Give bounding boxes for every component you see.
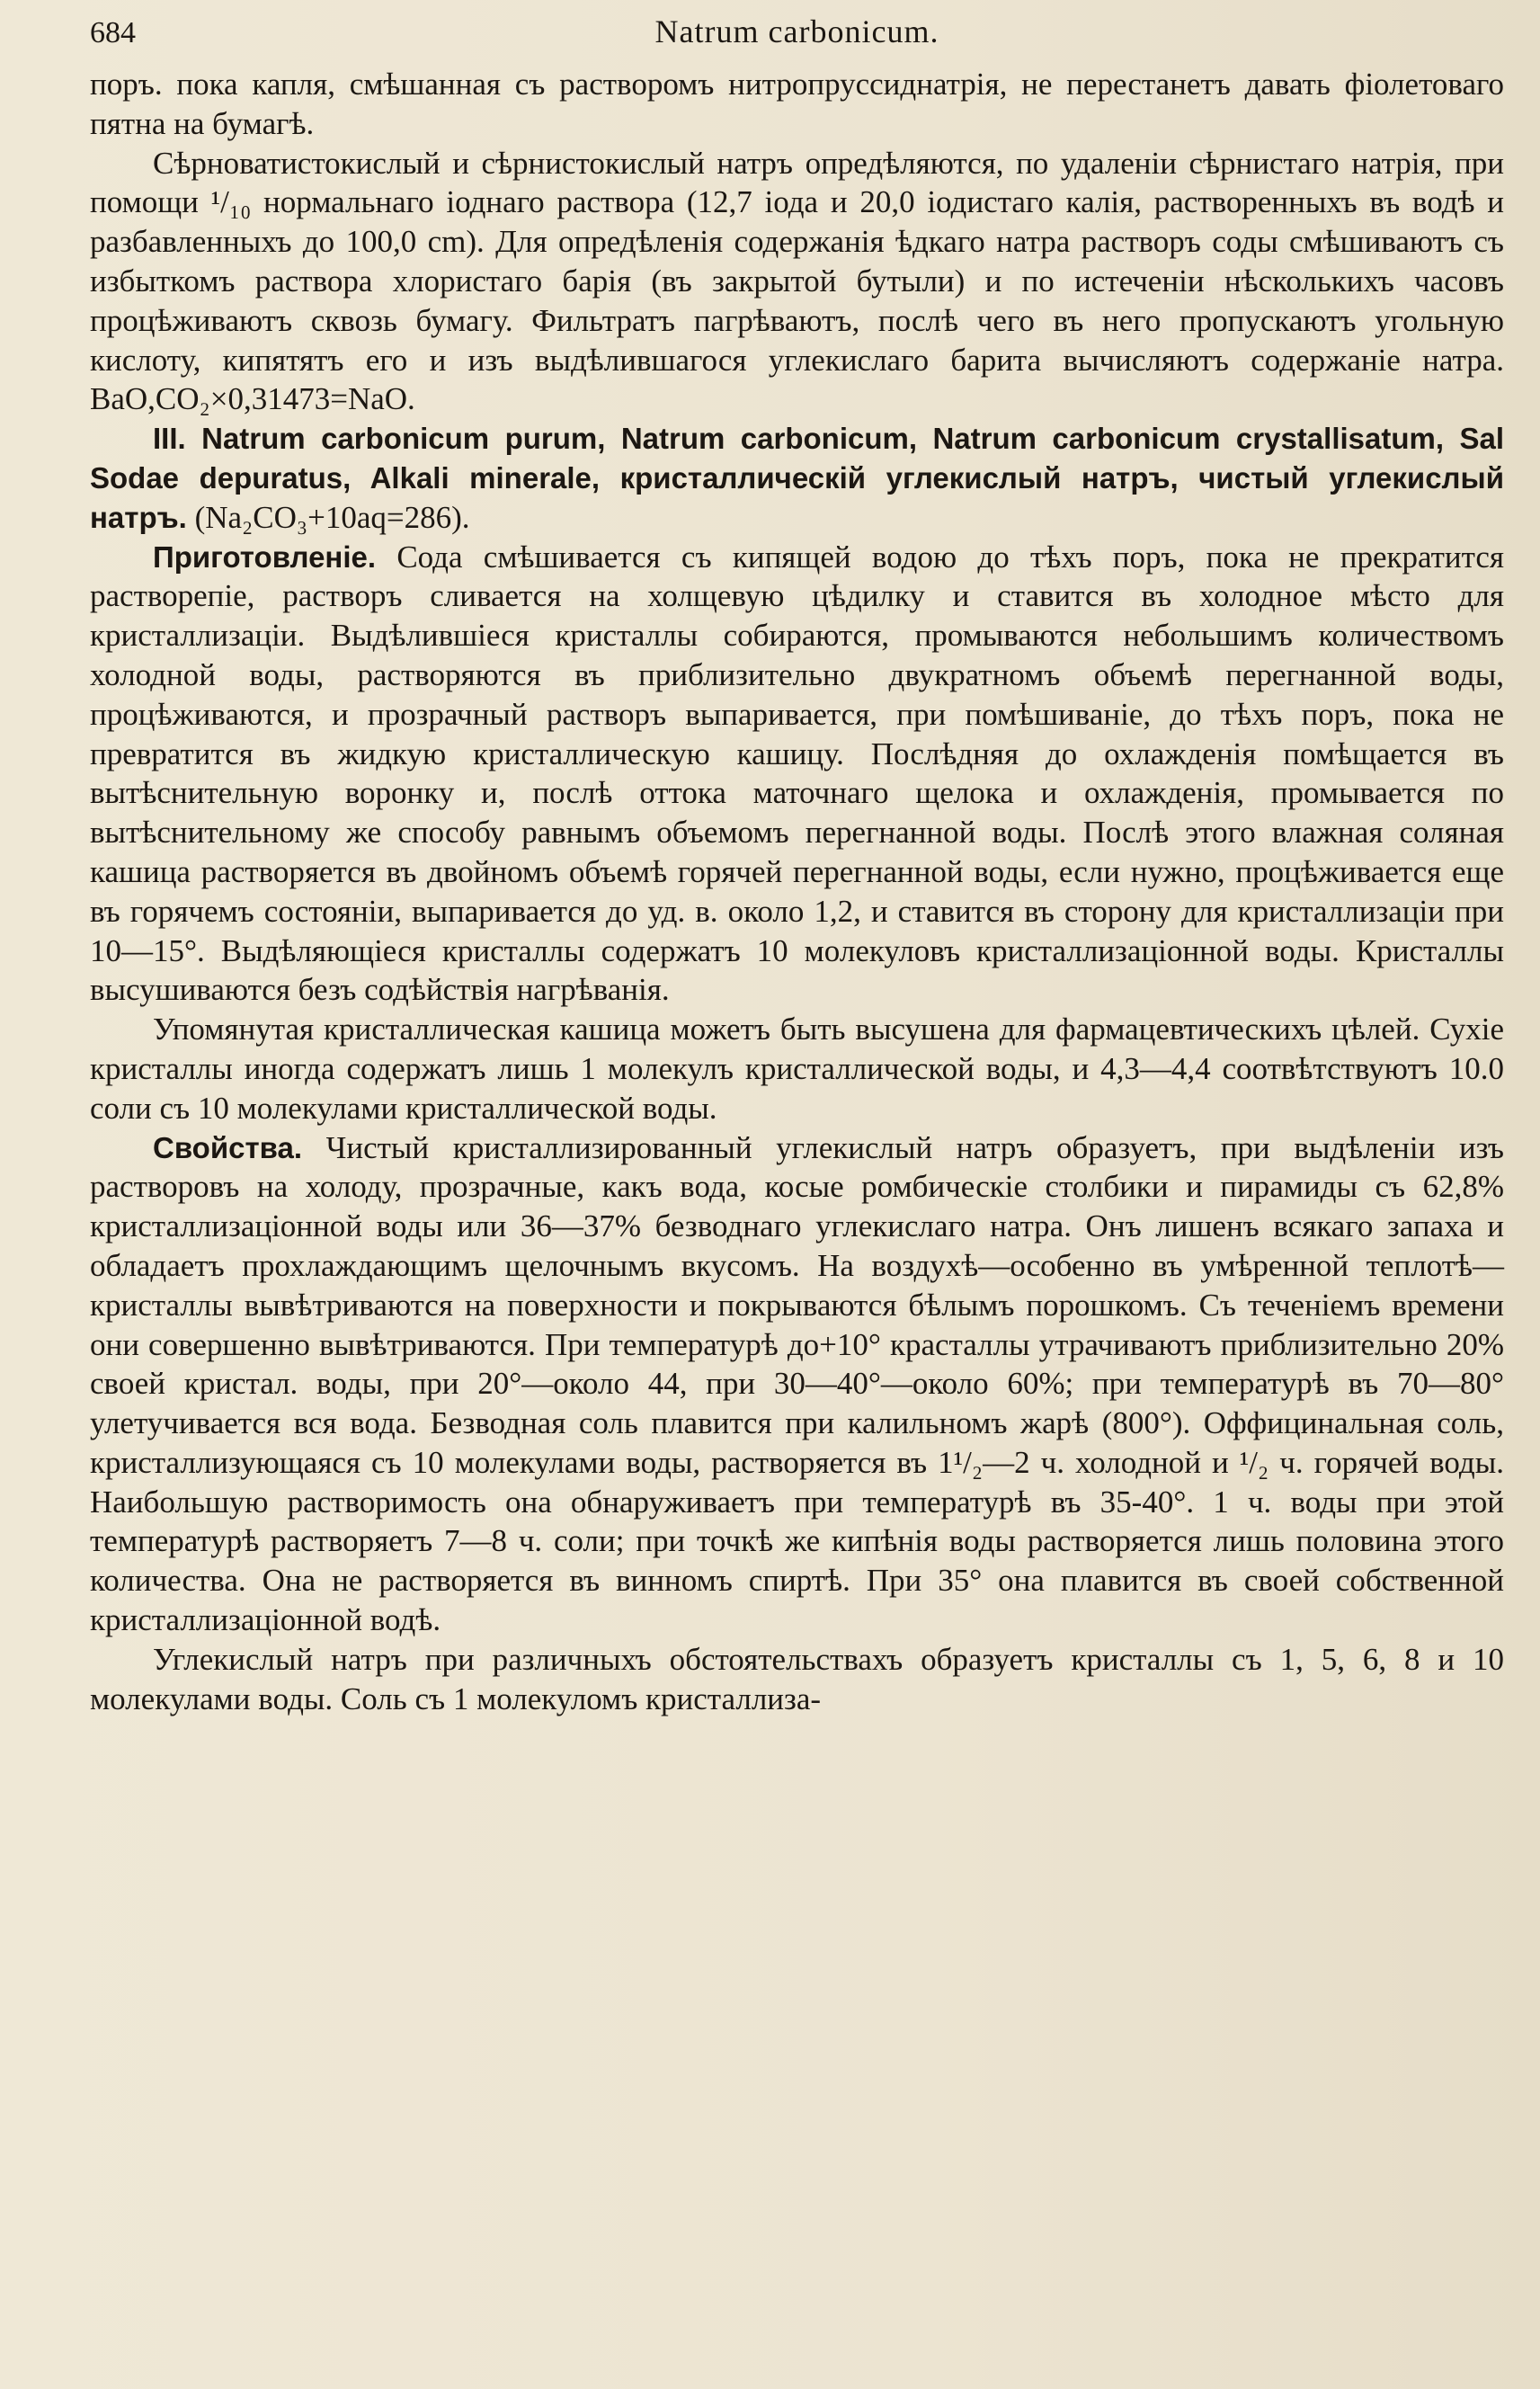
- page-number: 684: [90, 16, 136, 49]
- section-heading-natrum-carbonicum-purum: [90, 419, 1504, 537]
- paragraph-preparation: [90, 538, 1504, 1011]
- run-in-label-preparation: Приготовленіе.: [153, 539, 377, 574]
- paragraph-drying: Упомянутая кристаллическая кашица можетъ быть высушена для фармацевтическихъ цѣлей. Сухіе кристаллы иногда содержатъ лишь 1 молекулъ кристаллической воды, и 4,3—4,4 соотвѣтствуютъ 10.0 соли съ 10 молекулами кристаллической воды.: [90, 1012, 1504, 1126]
- paragraph-properties: [90, 1128, 1504, 1640]
- section-heading-formula: (Na₂CO₃+10aq=286).: [186, 499, 470, 535]
- properties-text: Чистый кристаллизированный углекислый натръ образуетъ, при выдѣленіи изъ растворовъ на холоду, прозрачные, какъ вода, косые ромбическіе столбики и пирамиды съ 62,8% кристаллизаціонной воды или 36—37% безводнаго углекислаго натра. Онъ лишенъ всякаго запаха и обладаетъ прохлаждающимъ щелочнымъ вкусомъ. На воздухѣ—особенно въ умѣренной теплотѣ—кристаллы вывѣтриваются на поверхности и покрываются бѣлымъ порошкомъ. Съ теченіемъ времени они совершенно вывѣтриваются. При температурѣ до+10° красталлы утрачиваютъ приблизительно 20% своей кристал. воды, при 20°—около 44, при 30—40°—около 60%; при температурѣ въ 70—80° улетучивается вся вода. Безводная соль плавится при калильномъ жарѣ (800°). Оффицинальная соль, кристаллизующаяся съ 10 молекулами воды, растворяется въ 1¹/₂—2 ч. холодной и ¹/₂ ч. горячей воды. Наибольшую растворимость она обнаруживаетъ при температурѣ въ 35-40°. 1 ч. воды при этой температурѣ растворяетъ 7—8 ч. соли; при точкѣ же кипѣнія воды растворяется лишь половина этого количества. Она не растворяется въ винномъ спиртѣ. При 35° она плавится въ своей собственной кристаллизаціонной водѣ.: [90, 1129, 1504, 1638]
- run-in-label-properties: Свойства.: [153, 1130, 303, 1164]
- paragraph-determination: Сѣрноватистокислый и сѣрнистокислый натръ опредѣляются, по удаленіи сѣрнистаго натрія, при помощи ¹/₁₀ нормальнаго іоднаго раствора (12,7 іода и 20,0 іодистаго калія, растворенныхъ въ водѣ и разбавленныхъ до 100,0 cm). Для опредѣленія содержанія ѣдкаго натра растворъ соды смѣшиваютъ съ избыткомъ раствора хлористаго барія (въ закрытой бутыли) и по истеченіи нѣсколькихъ часовъ процѣживаютъ сквозь бумагу. Фильтратъ пагрѣваютъ, послѣ чего въ него пропускаютъ угольную кислоту, кипятятъ его и изъ выдѣлившагося углекислаго барита вычисляютъ содержаніе натра. BaO,CO₂×0,31473=NaO.: [90, 145, 1504, 417]
- running-head: [90, 13, 1504, 59]
- body-text: [90, 65, 1504, 1718]
- running-title: Natrum carbonicum.: [654, 13, 939, 49]
- preparation-text: Сода смѣшивается съ кипящей водою до тѣхъ поръ, пока не прекратится растворепіе, растворъ сливается на холщевую цѣдилку и ставится въ холодное мѣсто для кристаллизаціи. Выдѣлившіеся кристаллы собираются, промываются небольшимъ количествомъ холодной воды, растворяются въ приблизительно двукратномъ объемѣ перегнанной воды, процѣживаются, и прозрачный растворъ выпаривается, при помѣшиваніе, до тѣхъ поръ, пока не превратится въ жидкую кристаллическую кашицу. Послѣдняя до охлажденія помѣщается въ вытѣснительную воронку и, послѣ оттока маточнаго щелока и охлажденія, промывается по вытѣснительному же способу равнымъ объемомъ перегнанной воды. Послѣ этого влажная соляная кашица растворяется въ двойномъ объемѣ горячей перегнанной воды, если нужно, процѣживается еще въ горячемъ состояніи, выпаривается до уд. в. около 1,2, и ставится въ сторону для кристаллизаціи при 10—15°. Выдѣляющіеся кристаллы содержатъ 10 молекуловъ кристаллизаціонной воды. Кристаллы высушиваются безъ содѣйствія нагрѣванія.: [90, 539, 1504, 1008]
- section-heading-title: III. Natrum carbonicum purum, Natrum carbonicum, Natrum carbonicum crystallisatum, Sal Sodae depuratus, Alkali minerale, кристаллическій углекислый натръ, чистый углекислый натръ.: [90, 422, 1504, 534]
- paragraph-continuation: поръ. пока капля, смѣшанная съ растворомъ нитропруссиднатрія, не перестанетъ давать фіолетоваго пятна на бумагѣ.: [90, 67, 1504, 141]
- paragraph-crystal-forms: Углекислый натръ при различныхъ обстоятельствахъ образуетъ кристаллы съ 1, 5, 6, 8 и 10 молекулами воды. Соль съ 1 молекуломъ кристаллиза-: [90, 1641, 1504, 1716]
